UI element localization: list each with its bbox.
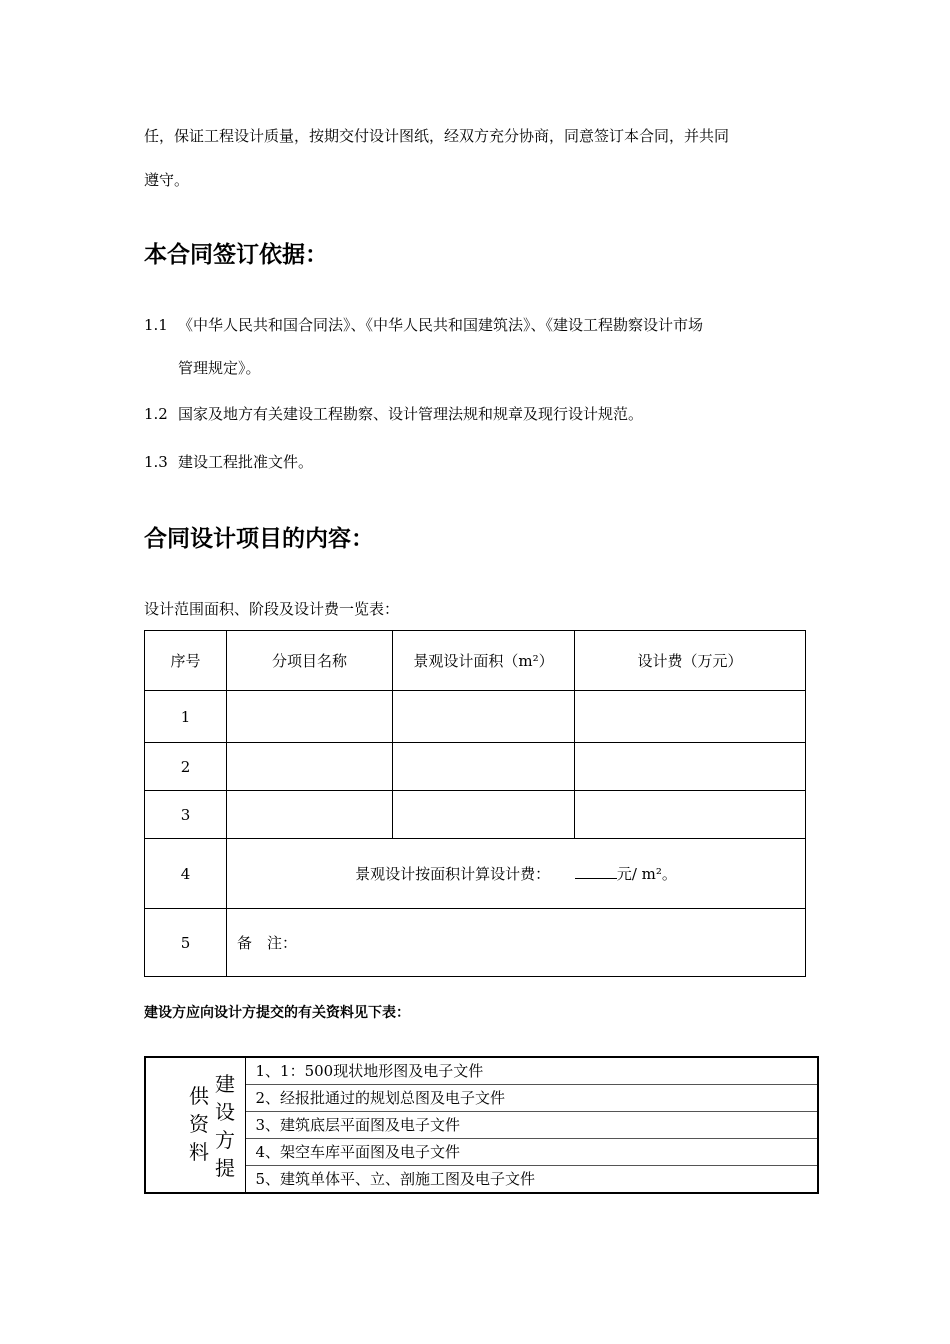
row-number: 4 (145, 839, 227, 909)
list-item-text: 《中华人民共和国合同法》、《中华人民共和国建筑法》、《建设工程勘察设计市场 (178, 316, 704, 334)
materials-title: 建设方应向设计方提交的有关资料见下表： (144, 1005, 410, 1021)
header-cell-fee: 设计费（万元） (575, 631, 806, 691)
materials-table (144, 1056, 819, 1194)
section-heading-basis: 本合同签订依据： (144, 242, 328, 268)
material-item: 3、建筑底层平面图及电子文件 (245, 1112, 818, 1139)
table-row (145, 791, 806, 839)
row-number: 1 (145, 691, 227, 743)
cell-fee (575, 743, 806, 791)
row-number: 5 (145, 909, 227, 977)
material-item: 1、1：500现状地形图及电子文件 (245, 1057, 818, 1085)
list-item (144, 451, 313, 473)
cell-fee (575, 791, 806, 839)
list-item (144, 314, 703, 336)
fee-rate-blank (575, 864, 617, 879)
list-item-continuation: 管理规定》。 (178, 359, 261, 377)
table-row (145, 909, 806, 977)
provider-label-cell (145, 1057, 245, 1193)
row-number: 3 (145, 791, 227, 839)
list-item-text: 建设工程批准文件。 (178, 453, 314, 471)
table-row (145, 839, 806, 909)
table-row (145, 691, 806, 743)
remarks-cell: 备 注： (227, 909, 806, 977)
table-caption: 设计范围面积、阶段及设计费一览表： (144, 600, 400, 618)
header-cell-number: 序号 (145, 631, 227, 691)
list-item (144, 403, 643, 425)
table-header-row (145, 631, 806, 691)
cell-name (227, 743, 393, 791)
material-item: 4、架空车库平面图及电子文件 (245, 1139, 818, 1166)
cell-area (393, 691, 575, 743)
row-number: 2 (145, 743, 227, 791)
intro-line-2: 遵守。 (144, 171, 190, 189)
section-heading-content: 合同设计项目的内容： (144, 526, 374, 552)
material-item: 2、经报批通过的规划总图及电子文件 (245, 1085, 818, 1112)
list-item-number: 1.1 (144, 316, 168, 334)
list-item-number: 1.3 (144, 453, 168, 471)
header-cell-name: 分项目名称 (227, 631, 393, 691)
material-item: 5、建筑单体平、立、剖施工图及电子文件 (245, 1166, 818, 1194)
header-cell-area: 景观设计面积（m²） (393, 631, 575, 691)
intro-line-1: 任，保证工程设计质量，按期交付设计图纸，经双方充分协商，同意签订本合同，并共同 (144, 127, 730, 145)
cell-name (227, 691, 393, 743)
fee-rate-unit: 元/ m²。 (616, 865, 677, 883)
table-row (145, 743, 806, 791)
fee-rate-text: 景观设计按面积计算设计费： (355, 865, 551, 883)
fee-rate-cell (227, 839, 806, 909)
design-fee-table (144, 630, 806, 977)
provider-label-col1: 供资料 (189, 1084, 209, 1164)
list-item-text: 国家及地方有关建设工程勘察、设计管理法规和规章及现行设计规范。 (178, 405, 644, 423)
list-item-number: 1.2 (144, 405, 168, 423)
cell-fee (575, 691, 806, 743)
cell-area (393, 743, 575, 791)
provider-label-col2: 建设方提 (215, 1072, 235, 1180)
cell-area (393, 791, 575, 839)
cell-name (227, 791, 393, 839)
